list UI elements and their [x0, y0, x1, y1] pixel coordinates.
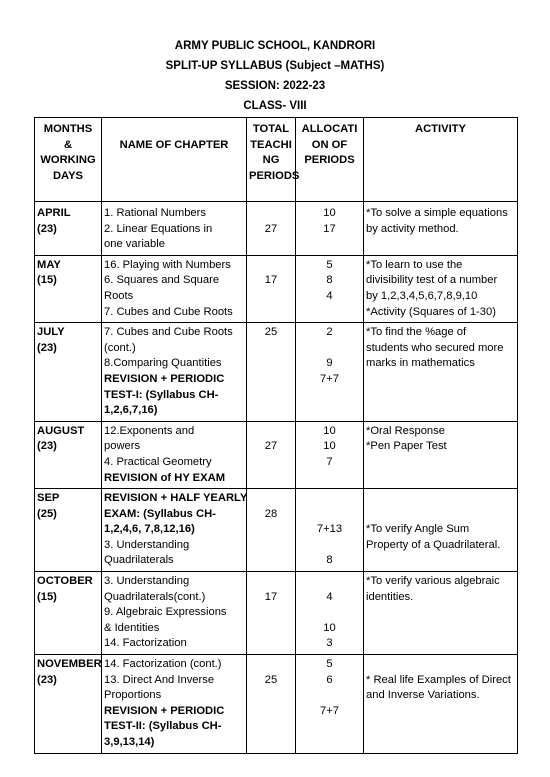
total-periods-line: 27	[264, 222, 278, 235]
header-row	[35, 118, 518, 202]
allocation-line: 5	[326, 258, 333, 271]
allocation-line: 2	[326, 326, 333, 339]
chapter-line: 13. Direct And Inverse	[104, 673, 215, 686]
chapter-line: Roots	[104, 289, 134, 302]
total-header-line: TOTAL	[252, 123, 290, 135]
allocation-line: 10	[323, 207, 336, 219]
alloc-header-line: ON OF	[311, 138, 348, 151]
total-header-line: TEACHI	[250, 138, 292, 151]
activity-line	[366, 507, 515, 523]
alloc-header-line: PERIODS	[304, 154, 355, 167]
activity-line: students who secured more	[366, 341, 504, 354]
allocation-cell	[296, 323, 364, 422]
chapter-line: 9. Algebraic Expressions	[104, 606, 227, 619]
activity-line: marks in mathematics	[366, 357, 475, 370]
allocation-line	[298, 507, 361, 523]
activity-line	[366, 657, 515, 673]
chapter-cell	[102, 255, 247, 322]
chapter-line: 4. Practical Geometry	[104, 455, 212, 468]
activity-line	[366, 491, 515, 507]
activity-cell	[364, 655, 518, 754]
total-periods-line	[249, 206, 293, 222]
chapter-line: 3. Understanding	[104, 575, 190, 588]
chapter-line: 14. Factorization (cont.)	[104, 658, 222, 671]
chapter-line: 14. Factorization	[104, 637, 187, 650]
allocation-cell	[296, 572, 364, 655]
chapter-line: (cont.)	[104, 341, 136, 354]
syllabus-row	[35, 255, 518, 322]
activity-line: by 1,2,3,4,5,6,7,8,9,10	[366, 289, 478, 302]
activity-line: *Pen Paper Test	[366, 440, 447, 453]
chapter-line: 12.Exponents and	[104, 424, 195, 437]
allocation-line: 17	[323, 222, 336, 235]
chapter-line: 1,2,6,7,16)	[104, 404, 158, 417]
total-periods-cell	[247, 655, 296, 754]
activity-cell	[364, 421, 518, 488]
chapter-line: 16. Playing with Numbers	[104, 258, 231, 271]
class-label: CLASS- VIII	[243, 100, 307, 112]
month-cell	[35, 421, 102, 488]
allocation-line	[298, 491, 361, 507]
total-periods-line: 25	[264, 326, 278, 339]
total-header-line: PERIODS	[249, 169, 300, 182]
chapter-cell	[102, 572, 247, 655]
syllabus-title: SPLIT-UP SYLLABUS (Subject –MATHS)	[165, 60, 385, 72]
month-line: MAY	[37, 258, 61, 271]
total-periods-line: 27	[264, 440, 278, 453]
total-periods-line	[249, 491, 293, 507]
allocation-line: 3	[326, 637, 333, 650]
allocation-line: 7	[326, 455, 333, 468]
allocation-line	[298, 341, 361, 357]
chapter-cell	[102, 202, 247, 256]
total-periods-cell	[247, 323, 296, 422]
total-periods-line: 17	[264, 590, 278, 603]
month-cell	[35, 489, 102, 572]
month-line: (25)	[37, 507, 57, 520]
allocation-cell	[296, 655, 364, 754]
months-header	[35, 118, 102, 202]
syllabus-row	[35, 489, 518, 572]
month-line: (23)	[37, 440, 57, 453]
allocation-line: 7+7	[320, 704, 339, 717]
chapter-line: TEST-II: (Syllabus CH-	[104, 720, 222, 733]
chapter-line: EXAM: (Syllabus CH-	[104, 507, 216, 520]
allocation-line	[298, 538, 361, 554]
activity-header-label: ACTIVITY	[415, 123, 466, 135]
chapter-cell	[102, 323, 247, 422]
chapter-cell	[102, 489, 247, 572]
month-cell	[35, 255, 102, 322]
chapter-header	[102, 118, 247, 202]
alloc-header-line: ALLOCATI	[301, 123, 358, 135]
activity-cell	[364, 255, 518, 322]
chapter-line: powers	[104, 440, 141, 453]
allocation-line: 10	[323, 424, 336, 437]
syllabus-row	[35, 202, 518, 256]
activity-line: *Activity (Squares of 1-30)	[366, 305, 496, 318]
month-line: AUGUST	[37, 424, 85, 437]
activity-cell	[364, 323, 518, 422]
allocation-line: 10	[323, 621, 336, 634]
month-line: (23)	[37, 341, 57, 354]
months-header-line: &	[63, 138, 73, 151]
month-cell	[35, 655, 102, 754]
chapter-line: 3. Understanding	[104, 538, 190, 551]
chapter-cell	[102, 421, 247, 488]
allocation-line: 6	[326, 673, 333, 686]
total-periods-line	[249, 657, 293, 673]
total-periods-line	[249, 424, 293, 440]
total-periods-cell	[247, 489, 296, 572]
allocation-line: 8	[326, 274, 333, 287]
activity-header	[364, 118, 518, 202]
activity-line: and Inverse Variations.	[366, 689, 480, 702]
allocation-line: 5	[326, 658, 333, 671]
activity-line: *To find the %age of	[366, 326, 467, 339]
activity-line: *Oral Response	[366, 424, 445, 437]
allocation-line: 8	[326, 554, 333, 567]
allocation-cell	[296, 421, 364, 488]
month-cell	[35, 202, 102, 256]
activity-line: *To verify various algebraic	[366, 575, 500, 588]
chapter-line: 1. Rational Numbers	[104, 207, 206, 219]
chapter-line: 6. Squares and Square	[104, 274, 220, 287]
month-line: NOVEMBER	[37, 658, 102, 671]
total-periods-cell	[247, 202, 296, 256]
month-cell	[35, 572, 102, 655]
activity-line: *To learn to use the	[366, 258, 463, 271]
total-periods-line	[249, 574, 293, 590]
session-label: SESSION: 2022-23	[224, 80, 326, 92]
activity-line: Property of a Quadrilateral.	[366, 538, 501, 551]
syllabus-row	[35, 655, 518, 754]
total-header-line: NG	[262, 154, 280, 167]
syllabus-row	[35, 421, 518, 488]
total-periods-line: 28	[264, 507, 278, 520]
allocation-line: 7+7	[320, 372, 339, 385]
syllabus-table	[34, 117, 518, 754]
month-line: OCTOBER	[37, 575, 93, 588]
allocation-header	[296, 118, 364, 202]
allocation-line: 4	[326, 590, 333, 603]
allocation-line	[298, 574, 361, 590]
month-line: JULY	[37, 326, 65, 339]
activity-line: divisibility test of a number	[366, 274, 498, 287]
total-periods-cell	[247, 421, 296, 488]
total-periods-line: 17	[264, 274, 278, 287]
total-periods-cell	[247, 255, 296, 322]
month-line: (15)	[37, 274, 57, 287]
activity-line: * Real life Examples of Direct	[366, 673, 511, 686]
activity-cell	[364, 202, 518, 256]
total-periods-cell	[247, 572, 296, 655]
total-periods-line: 25	[264, 673, 278, 686]
month-line: (23)	[37, 222, 57, 235]
month-line: APRIL	[37, 207, 71, 219]
activity-line: by activity method.	[366, 222, 459, 235]
activity-line: *To solve a simple equations	[366, 207, 508, 219]
total-periods-line	[249, 258, 293, 274]
month-line: (23)	[37, 673, 57, 686]
chapter-line: Quadrilaterals(cont.)	[104, 590, 206, 603]
allocation-line: 9	[326, 357, 333, 370]
chapter-line: REVISION + HALF YEARLY	[104, 492, 248, 505]
chapter-line: one variable	[104, 238, 165, 251]
month-line: SEP	[37, 492, 60, 505]
chapter-line: 7. Cubes and Cube Roots	[104, 305, 233, 318]
chapter-line: REVISION of HY EXAM	[104, 471, 226, 484]
chapter-line: 7. Cubes and Cube Roots	[104, 326, 233, 339]
allocation-line: 4	[326, 289, 333, 302]
chapter-line: Proportions	[104, 689, 162, 702]
chapter-line: 8.Comparing Quantities	[104, 357, 222, 370]
chapter-line: & Identities	[104, 621, 160, 634]
allocation-line: 10	[323, 440, 336, 453]
chapter-cell	[102, 655, 247, 754]
activity-cell	[364, 489, 518, 572]
school-name: ARMY PUBLIC SCHOOL, KANDRORI	[174, 40, 376, 52]
month-cell	[35, 323, 102, 422]
chapter-line: 3,9,13,14)	[104, 736, 155, 748]
total-periods-header	[247, 118, 300, 202]
allocation-line: 7+13	[316, 523, 343, 536]
month-line: (15)	[37, 590, 57, 603]
activity-line: identities.	[366, 590, 414, 603]
chapter-line: TEST-I: (Syllabus CH-	[104, 388, 219, 401]
allocation-line	[298, 605, 361, 621]
months-header-line: DAYS	[52, 169, 84, 182]
allocation-line	[298, 688, 361, 704]
chapter-line: 1,2,4,6, 7,8,12,16)	[104, 523, 195, 536]
chapter-header-label: NAME OF CHAPTER	[119, 139, 229, 151]
activity-line: *To verify Angle Sum	[366, 523, 470, 536]
chapter-line: REVISION + PERIODIC	[104, 372, 225, 385]
chapter-line: Quadrilaterals	[104, 554, 174, 567]
syllabus-row	[35, 323, 518, 422]
months-header-line: MONTHS	[43, 123, 93, 135]
allocation-cell	[296, 255, 364, 322]
chapter-line: REVISION + PERIODIC	[104, 704, 225, 717]
activity-cell	[364, 572, 518, 655]
months-header-line: WORKING	[40, 154, 96, 167]
allocation-cell	[296, 489, 364, 572]
syllabus-row	[35, 572, 518, 655]
chapter-line: 2. Linear Equations in	[104, 222, 213, 235]
allocation-cell	[296, 202, 364, 256]
